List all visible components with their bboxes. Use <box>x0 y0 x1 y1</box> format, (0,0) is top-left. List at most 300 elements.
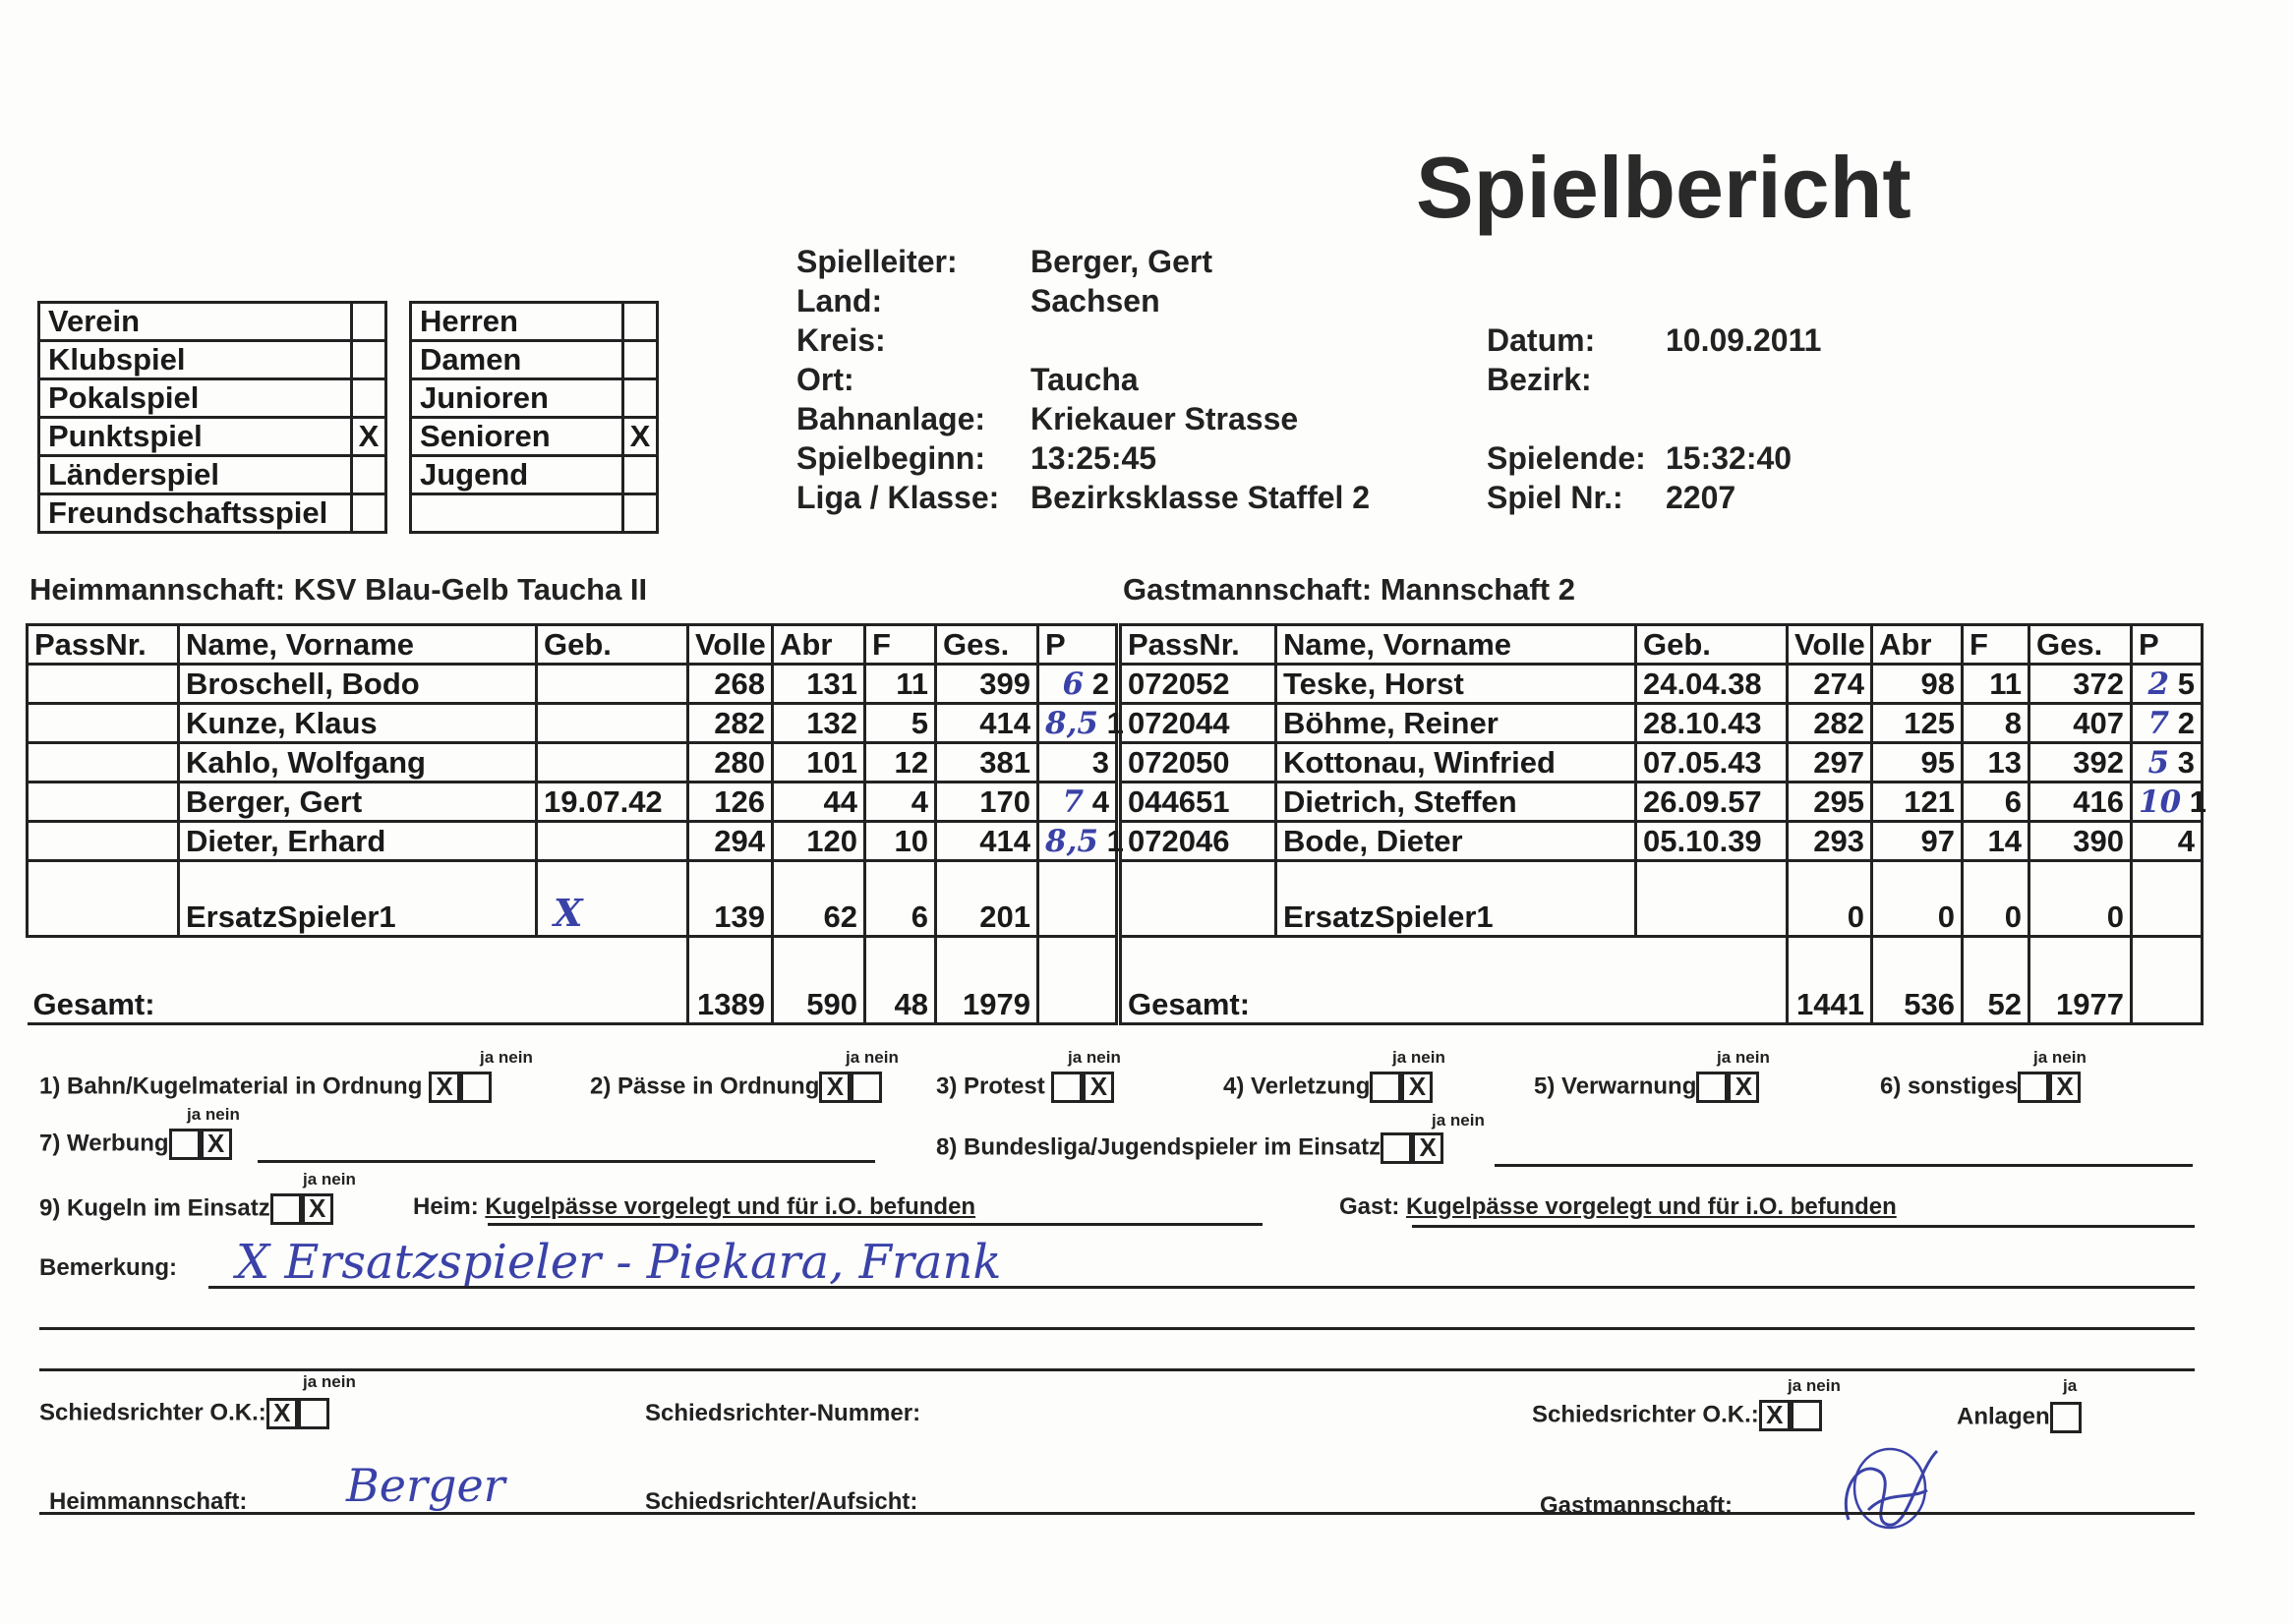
handwritten-points: 7 <box>1062 783 1085 820</box>
guest-abr[interactable]: 95 <box>1872 743 1963 783</box>
nein-label: nein <box>863 1048 899 1067</box>
guest-signature-icon <box>1829 1431 1957 1539</box>
question-3 <box>936 1072 1114 1103</box>
home-geb[interactable] <box>537 822 688 861</box>
question-2 <box>590 1072 882 1103</box>
home-name[interactable]: Broschell, Bodo <box>179 665 537 704</box>
guest-p[interactable] <box>2132 704 2203 743</box>
guest-f[interactable]: 13 <box>1963 743 2029 783</box>
guest-ges[interactable]: 416 <box>2029 783 2132 822</box>
guest-pass[interactable]: 072052 <box>1121 665 1276 704</box>
heim-label: Heim: <box>413 1193 479 1220</box>
home-sub-name[interactable]: ErsatzSpieler1 <box>179 861 537 937</box>
class-damen: Damen <box>411 341 623 379</box>
home-p-value: 3 <box>1091 744 1109 780</box>
home-ges[interactable]: 414 <box>936 822 1038 861</box>
class-herren: Herren <box>411 303 623 341</box>
guest-p-value: 3 <box>2177 744 2195 780</box>
question-1-label: 1) Bahn/Kugelmaterial in Ordnung <box>39 1073 423 1100</box>
info-labels <box>796 242 999 517</box>
heim-kugelpaesse <box>413 1193 975 1221</box>
sr-ok2-nein-checkbox[interactable] <box>1791 1400 1822 1431</box>
sr-ok-ja-nein-caption <box>303 1372 356 1392</box>
question-5 <box>1534 1072 1759 1103</box>
guest-f[interactable]: 8 <box>1963 704 2029 743</box>
guest-geb[interactable]: 24.04.38 <box>1636 665 1788 704</box>
guest-header-p: P <box>2132 625 2203 665</box>
spielnr-label: Spiel Nr.: <box>1487 480 1623 515</box>
home-pass[interactable] <box>28 822 179 861</box>
home-geb[interactable] <box>537 743 688 783</box>
q4-ja-nein-caption <box>1392 1048 1445 1068</box>
guest-geb[interactable]: 05.10.39 <box>1636 822 1788 861</box>
spielende-value: 15:32:40 <box>1666 440 1793 476</box>
home-volle[interactable]: 126 <box>688 783 773 822</box>
guest-name[interactable]: Bode, Dieter <box>1276 822 1636 861</box>
guest-sub-p[interactable] <box>2132 861 2203 937</box>
home-sub-f[interactable]: 6 <box>865 861 936 937</box>
question-2-label: 2) Pässe in Ordnung <box>590 1073 820 1100</box>
info-value-land: Sachsen <box>1030 283 1160 319</box>
home-total-abr: 590 <box>773 937 865 1024</box>
info-label-kreis: Kreis: <box>796 322 886 358</box>
bemerkung-label: Bemerkung: <box>39 1254 178 1281</box>
sr-ok2-ja-checkbox[interactable]: X <box>1759 1400 1791 1431</box>
question-8-label: 8) Bundesliga/Jugendspieler im Einsatz <box>936 1133 1382 1161</box>
guest-p-value: 2 <box>2177 705 2195 740</box>
type-verein-check[interactable] <box>352 303 386 341</box>
q6-ja-nein-caption <box>2033 1048 2087 1068</box>
home-header-name: Name, Vorname <box>179 625 537 665</box>
anlagen-checkbox[interactable] <box>2050 1402 2082 1433</box>
home-header-p: P <box>1038 625 1117 665</box>
guest-team-label: Gastmannschaft: Mannschaft 2 <box>1123 572 1575 607</box>
home-volle[interactable]: 294 <box>688 822 773 861</box>
guest-header-passnr: PassNr. <box>1121 625 1276 665</box>
home-name[interactable]: Dieter, Erhard <box>179 822 537 861</box>
type-klubspiel: Klubspiel <box>39 341 352 379</box>
question-2-nein-checkbox[interactable] <box>851 1072 882 1103</box>
home-total-volle: 1389 <box>688 937 773 1024</box>
guest-volle[interactable]: 295 <box>1788 783 1872 822</box>
home-team-label: Heimmannschaft: KSV Blau-Gelb Taucha II <box>29 572 648 607</box>
table-row <box>1121 743 2203 783</box>
question-9-ja-checkbox[interactable] <box>270 1193 302 1225</box>
question-8-line <box>1495 1164 2193 1167</box>
guest-p[interactable] <box>2132 783 2207 822</box>
question-8-ja-checkbox[interactable] <box>1381 1132 1412 1164</box>
footer-gast-label: Gastmannschaft: <box>1540 1492 1734 1519</box>
class-junioren: Junioren <box>411 379 623 418</box>
home-sub-geb[interactable] <box>537 861 688 937</box>
footer-heim-label: Heimmannschaft: <box>49 1488 248 1515</box>
class-jugend: Jugend <box>411 456 623 494</box>
home-pass[interactable] <box>28 704 179 743</box>
gast-label: Gast: <box>1339 1193 1400 1220</box>
home-geb[interactable]: 19.07.42 <box>537 783 688 822</box>
handwritten-points: 8,5 <box>1045 823 1098 859</box>
home-total-f: 48 <box>865 937 936 1024</box>
guest-header-f: F <box>1963 625 2029 665</box>
question-8-nein-checkbox[interactable]: X <box>1412 1132 1443 1164</box>
guest-ges[interactable]: 390 <box>2029 822 2132 861</box>
gast-kugelpaesse <box>1339 1193 1897 1221</box>
home-abr[interactable]: 101 <box>773 743 865 783</box>
home-sub-volle[interactable]: 139 <box>688 861 773 937</box>
table-row <box>1121 783 2203 822</box>
home-sub-p[interactable] <box>1038 861 1117 937</box>
bemerkung-line-3 <box>39 1368 2195 1371</box>
question-4 <box>1223 1072 1433 1103</box>
guest-sub-abr[interactable]: 0 <box>1872 861 1963 937</box>
question-7-nein-checkbox[interactable]: X <box>201 1129 232 1160</box>
table-row <box>28 665 1117 704</box>
home-name[interactable]: Kahlo, Wolfgang <box>179 743 537 783</box>
ja-label: ja <box>187 1105 202 1124</box>
home-header-volle: Volle <box>688 625 773 665</box>
home-header-geb: Geb. <box>537 625 688 665</box>
info-label-ort: Ort: <box>796 362 854 397</box>
type-pokalspiel-check[interactable] <box>352 379 386 418</box>
info-values <box>1030 242 1370 517</box>
question-7-line <box>258 1160 875 1163</box>
nein-label: nein <box>498 1048 533 1067</box>
guest-abr[interactable]: 121 <box>1872 783 1963 822</box>
home-p-value: 4 <box>1091 783 1109 819</box>
guest-ges[interactable]: 372 <box>2029 665 2132 704</box>
home-substitute-row <box>28 861 1117 937</box>
home-f[interactable]: 5 <box>865 704 936 743</box>
guest-ges[interactable]: 407 <box>2029 704 2132 743</box>
guest-volle[interactable]: 297 <box>1788 743 1872 783</box>
guest-volle[interactable]: 293 <box>1788 822 1872 861</box>
guest-pass[interactable]: 072050 <box>1121 743 1276 783</box>
nein-label: nein <box>2051 1048 2087 1067</box>
guest-p-value: 1 <box>2189 783 2207 819</box>
home-sub-ges[interactable]: 201 <box>936 861 1038 937</box>
guest-header-row <box>1121 625 2203 665</box>
home-f[interactable]: 12 <box>865 743 936 783</box>
guest-header-geb: Geb. <box>1636 625 1788 665</box>
home-f[interactable]: 10 <box>865 822 936 861</box>
info-label-liga: Liga / Klasse: <box>796 480 1000 515</box>
handwritten-sub-mark: X <box>554 891 583 935</box>
guest-name[interactable]: Teske, Horst <box>1276 665 1636 704</box>
home-ges[interactable]: 170 <box>936 783 1038 822</box>
home-name[interactable]: Kunze, Klaus <box>179 704 537 743</box>
home-pass[interactable] <box>28 743 179 783</box>
type-punktspiel-check[interactable]: X <box>352 418 386 456</box>
table-row <box>28 822 1117 861</box>
class-senioren-check[interactable]: X <box>623 418 658 456</box>
bezirk-label: Bezirk: <box>1487 362 1592 397</box>
question-1-ja-checkbox[interactable]: X <box>429 1072 460 1103</box>
sr-ok-nein-checkbox[interactable] <box>298 1398 329 1429</box>
question-6-nein-checkbox[interactable]: X <box>2049 1072 2081 1103</box>
guest-pass[interactable]: 072044 <box>1121 704 1276 743</box>
guest-header-ges: Ges. <box>2029 625 2132 665</box>
guest-abr[interactable]: 97 <box>1872 822 1963 861</box>
home-header-abr: Abr <box>773 625 865 665</box>
home-ges[interactable]: 399 <box>936 665 1038 704</box>
q8-ja-nein-caption <box>1432 1111 1485 1131</box>
info-value-spielleiter: Berger, Gert <box>1030 244 1212 279</box>
guest-name[interactable]: Böhme, Reiner <box>1276 704 1636 743</box>
home-header-row <box>28 625 1117 665</box>
heim-line <box>488 1223 1263 1226</box>
guest-abr[interactable]: 98 <box>1872 665 1963 704</box>
class-box <box>409 301 659 534</box>
match-type-box <box>37 301 387 534</box>
home-p[interactable] <box>1038 704 1124 743</box>
guest-p-value: 5 <box>2177 666 2195 701</box>
info-value-spielbeginn: 13:25:45 <box>1030 440 1157 476</box>
home-abr[interactable]: 131 <box>773 665 865 704</box>
question-9-label: 9) Kugeln im Einsatz <box>39 1194 270 1222</box>
guest-p[interactable] <box>2132 665 2203 704</box>
guest-sub-geb[interactable] <box>1636 861 1788 937</box>
class-empty-check[interactable] <box>623 494 658 533</box>
home-total-label: Gesamt: <box>28 937 688 1024</box>
home-score-table <box>26 623 1124 1025</box>
table-row <box>28 704 1117 743</box>
home-ges[interactable]: 381 <box>936 743 1038 783</box>
guest-f[interactable]: 11 <box>1963 665 2029 704</box>
table-row <box>28 783 1117 822</box>
nein-label: nein <box>1086 1048 1121 1067</box>
guest-sub-volle[interactable]: 0 <box>1788 861 1872 937</box>
handwritten-points: 7 <box>2147 705 2170 741</box>
home-header-ges: Ges. <box>936 625 1038 665</box>
gast-line <box>1412 1225 2195 1228</box>
home-geb[interactable] <box>537 665 688 704</box>
spielnr-value: 2207 <box>1666 480 1736 515</box>
table-row <box>28 743 1117 783</box>
ja-label: ja <box>303 1170 318 1189</box>
home-header-passnr: PassNr. <box>28 625 179 665</box>
bemerkung-text: X Ersatzspieler - Piekara, Frank <box>236 1235 1002 1290</box>
home-f[interactable]: 4 <box>865 783 936 822</box>
nein-label: nein <box>321 1170 356 1189</box>
guest-header-name: Name, Vorname <box>1276 625 1636 665</box>
question-7-ja-checkbox[interactable] <box>169 1129 201 1160</box>
sr-ok-heim <box>39 1398 329 1429</box>
home-geb[interactable] <box>537 704 688 743</box>
guest-ges[interactable]: 392 <box>2029 743 2132 783</box>
table-row <box>1121 822 2203 861</box>
home-sub-pass[interactable] <box>28 861 179 937</box>
home-signature: Berger <box>346 1459 505 1512</box>
guest-sub-f[interactable]: 0 <box>1963 861 2029 937</box>
nein-label: nein <box>205 1105 240 1124</box>
class-herren-check[interactable] <box>623 303 658 341</box>
handwritten-points: 8,5 <box>1045 705 1098 741</box>
guest-volle[interactable]: 274 <box>1788 665 1872 704</box>
table-row <box>1121 665 2203 704</box>
ja-label: ja <box>303 1372 318 1391</box>
info-label-spielbeginn: Spielbeginn: <box>796 440 985 476</box>
question-5-label: 5) Verwarnung <box>1534 1073 1697 1100</box>
guest-header-abr: Abr <box>1872 625 1963 665</box>
guest-geb[interactable]: 28.10.43 <box>1636 704 1788 743</box>
guest-total-row <box>1121 937 2203 1024</box>
handwritten-points: 6 <box>1062 666 1085 702</box>
bemerkung-line-1 <box>208 1286 2195 1289</box>
home-total-row <box>28 937 1117 1024</box>
info-label-land: Land: <box>796 283 883 319</box>
home-p-value: 1 <box>1106 823 1124 858</box>
guest-total-abr: 536 <box>1872 937 1963 1024</box>
sr-ok2-label: Schiedsrichter O.K.: <box>1532 1401 1759 1428</box>
table-row <box>1121 704 2203 743</box>
spielende-label: Spielende: <box>1487 440 1646 476</box>
guest-pass[interactable]: 044651 <box>1121 783 1276 822</box>
question-1-nein-checkbox[interactable] <box>460 1072 492 1103</box>
guest-total-f: 52 <box>1963 937 2029 1024</box>
guest-f[interactable]: 14 <box>1963 822 2029 861</box>
home-name[interactable]: Berger, Gert <box>179 783 537 822</box>
q5-ja-nein-caption <box>1717 1048 1770 1068</box>
type-laenderspiel: Länderspiel <box>39 456 352 494</box>
type-freundschaftsspiel: Freundschaftsspiel <box>39 494 352 533</box>
info-value-bahnanlage: Kriekauer Strasse <box>1030 401 1299 436</box>
question-2-ja-checkbox[interactable]: X <box>819 1072 851 1103</box>
type-freundschaftsspiel-check[interactable] <box>352 494 386 533</box>
nein-label: nein <box>1805 1376 1841 1395</box>
home-p-value: 2 <box>1091 666 1109 701</box>
type-pokalspiel: Pokalspiel <box>39 379 352 418</box>
ja-label: ja <box>846 1048 860 1067</box>
guest-name[interactable]: Dietrich, Steffen <box>1276 783 1636 822</box>
q2-ja-nein-caption <box>846 1048 899 1068</box>
home-total-p <box>1038 937 1117 1024</box>
guest-abr[interactable]: 125 <box>1872 704 1963 743</box>
sr-ok-gast <box>1532 1400 1822 1431</box>
type-punktspiel: Punktspiel <box>39 418 352 456</box>
home-p[interactable] <box>1038 665 1117 704</box>
home-total-ges: 1979 <box>936 937 1038 1024</box>
home-f[interactable]: 11 <box>865 665 936 704</box>
home-p-value: 1 <box>1106 705 1124 740</box>
ja-label: ja <box>1788 1376 1802 1395</box>
info-label-bahnanlage: Bahnanlage: <box>796 401 986 436</box>
class-damen-check[interactable] <box>623 341 658 379</box>
home-volle[interactable]: 268 <box>688 665 773 704</box>
guest-pass[interactable]: 072046 <box>1121 822 1276 861</box>
guest-total-volle: 1441 <box>1788 937 1872 1024</box>
home-abr[interactable]: 132 <box>773 704 865 743</box>
class-junioren-check[interactable] <box>623 379 658 418</box>
info-value-ort: Taucha <box>1030 362 1139 397</box>
guest-score-table <box>1119 623 2207 1025</box>
q3-ja-nein-caption <box>1068 1048 1121 1068</box>
anlagen <box>1957 1402 2082 1433</box>
question-5-ja-checkbox[interactable] <box>1696 1072 1728 1103</box>
home-ges[interactable]: 414 <box>936 704 1038 743</box>
nein-label: nein <box>1410 1048 1445 1067</box>
guest-geb[interactable]: 26.09.57 <box>1636 783 1788 822</box>
question-6-ja-checkbox[interactable] <box>2018 1072 2049 1103</box>
sr-ok-label: Schiedsrichter O.K.: <box>39 1399 266 1426</box>
home-abr[interactable]: 44 <box>773 783 865 822</box>
guest-sub-pass[interactable] <box>1121 861 1276 937</box>
home-sub-abr[interactable]: 62 <box>773 861 865 937</box>
guest-header-volle: Volle <box>1788 625 1872 665</box>
sr-nummer-label: Schiedsrichter-Nummer: <box>645 1400 921 1426</box>
nein-label: nein <box>321 1372 356 1391</box>
guest-sub-name[interactable]: ErsatzSpieler1 <box>1276 861 1636 937</box>
home-volle[interactable]: 282 <box>688 704 773 743</box>
question-7 <box>39 1129 232 1160</box>
type-klubspiel-check[interactable] <box>352 341 386 379</box>
datum-value: 10.09.2011 <box>1666 322 1822 358</box>
question-5-nein-checkbox[interactable]: X <box>1728 1072 1759 1103</box>
guest-total-label: Gesamt: <box>1121 937 1788 1024</box>
class-jugend-check[interactable] <box>623 456 658 494</box>
ja-label: ja <box>1432 1111 1446 1130</box>
home-header-f: F <box>865 625 936 665</box>
question-7-label: 7) Werbung <box>39 1130 169 1157</box>
question-9 <box>39 1193 333 1225</box>
question-4-nein-checkbox[interactable]: X <box>1401 1072 1433 1103</box>
sr-ok-ja-checkbox[interactable]: X <box>266 1398 298 1429</box>
signature-line <box>39 1512 2195 1515</box>
nein-label: nein <box>1734 1048 1770 1067</box>
ja-label: ja <box>1392 1048 1407 1067</box>
bemerkung-line-2 <box>39 1327 2195 1330</box>
guest-f[interactable]: 6 <box>1963 783 2029 822</box>
home-p[interactable] <box>1038 822 1124 861</box>
home-p[interactable] <box>1038 783 1117 822</box>
handwritten-points: 2 <box>2147 666 2170 702</box>
guest-p[interactable] <box>2132 822 2203 861</box>
ja-label: ja <box>480 1048 495 1067</box>
guest-geb[interactable]: 07.05.43 <box>1636 743 1788 783</box>
type-verein: Verein <box>39 303 352 341</box>
home-pass[interactable] <box>28 783 179 822</box>
home-p[interactable] <box>1038 743 1117 783</box>
home-abr[interactable]: 120 <box>773 822 865 861</box>
ja-label: ja <box>1068 1048 1083 1067</box>
guest-sub-ges[interactable]: 0 <box>2029 861 2132 937</box>
info-value-kreis <box>1030 320 1370 360</box>
question-8 <box>936 1132 1443 1164</box>
home-pass[interactable] <box>28 665 179 704</box>
question-4-label: 4) Verletzung <box>1223 1073 1371 1100</box>
question-3-ja-checkbox[interactable] <box>1051 1072 1083 1103</box>
anlagen-ja-caption: ja <box>2063 1376 2078 1395</box>
document-title: Spielbericht <box>1416 139 1911 236</box>
question-3-label: 3) Protest <box>936 1073 1045 1100</box>
question-9-nein-checkbox[interactable]: X <box>302 1193 333 1225</box>
guest-total-p <box>2132 937 2203 1024</box>
class-senioren: Senioren <box>411 418 623 456</box>
q9-ja-nein-caption <box>303 1170 356 1189</box>
anlagen-label: Anlagen <box>1957 1403 2050 1430</box>
type-laenderspiel-check[interactable] <box>352 456 386 494</box>
guest-p-value: 4 <box>2177 823 2195 858</box>
question-6-label: 6) sonstiges <box>1880 1073 2019 1100</box>
guest-name[interactable]: Kottonau, Winfried <box>1276 743 1636 783</box>
question-4-ja-checkbox[interactable] <box>1370 1072 1401 1103</box>
question-3-nein-checkbox[interactable]: X <box>1083 1072 1114 1103</box>
home-volle[interactable]: 280 <box>688 743 773 783</box>
q1-ja-nein-caption <box>480 1048 533 1068</box>
guest-volle[interactable]: 282 <box>1788 704 1872 743</box>
info-value-liga: Bezirksklasse Staffel 2 <box>1030 480 1371 515</box>
guest-p[interactable] <box>2132 743 2203 783</box>
datum-label: Datum: <box>1487 322 1596 358</box>
